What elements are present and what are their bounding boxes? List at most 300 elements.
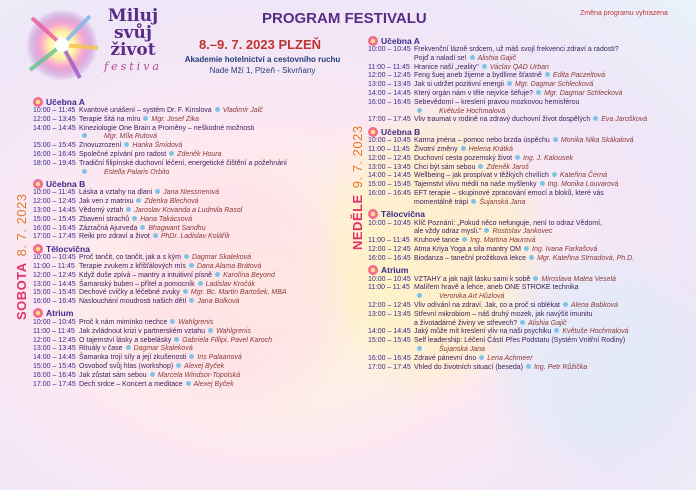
session-time: 16:00 – 16:45 [33, 224, 76, 232]
speaker-dot-icon [184, 254, 189, 259]
session-info [79, 281, 353, 290]
session-speaker: Wahlgrenis [178, 318, 214, 326]
session-time: 12:00 – 12:45 [368, 72, 411, 80]
schedule-row [33, 116, 353, 125]
session-time: 16:00 – 16:45 [368, 254, 411, 262]
session-speaker: Mgr. Dagmar Schlecková [514, 81, 594, 89]
session-time: 11:00 – 11:45 [368, 63, 410, 71]
session-time: 10:00 – 10:45 [33, 254, 76, 262]
session-time [368, 199, 414, 208]
session-info [414, 108, 690, 117]
speaker-dot-icon [563, 302, 568, 307]
flower-icon [33, 179, 43, 189]
session-title: Životní změny [414, 145, 458, 153]
session-time: 13:00 – 14:45 [33, 206, 76, 214]
session-info [79, 319, 353, 328]
speaker-dot-icon [515, 155, 520, 160]
speaker-dot-icon [520, 320, 525, 325]
session-time: 15:00 – 15:45 [33, 215, 76, 223]
day-date: 8. 7. 2023 [14, 193, 29, 257]
schedule-row [33, 207, 353, 216]
session-speaker: Zdenka Blechová [144, 198, 199, 206]
session-speaker: Edita Paczeltová [552, 72, 606, 80]
schedule-row [368, 328, 690, 337]
session-speaker: Mgr. Dagmar Schlecková [544, 89, 623, 97]
speaker-dot-icon [462, 237, 467, 242]
session-speaker: Rostislav Jankovec [492, 228, 553, 236]
speaker-dot-icon [82, 133, 87, 138]
schedule-row [33, 363, 353, 372]
session-info [414, 90, 690, 99]
schedule-row [33, 328, 353, 337]
session-info [79, 363, 353, 372]
schedule-row [368, 108, 690, 117]
speaker-dot-icon [153, 233, 158, 238]
session-title: Jak si udržet pozitivní energii [414, 81, 504, 89]
schedule-row [368, 72, 690, 81]
session-time: 14:00 – 14:45 [33, 354, 76, 362]
schedule-row [33, 142, 353, 151]
session-info [414, 220, 690, 229]
schedule-row [368, 64, 690, 73]
schedule-row [33, 319, 353, 328]
session-speaker: Veronika Art Hůzlová [439, 293, 505, 301]
session-title: Vhled do životních situací (beseda) [414, 363, 523, 371]
speaker-dot-icon [215, 107, 220, 112]
session-info [79, 372, 353, 381]
session-info [414, 199, 690, 208]
schedule-row [368, 190, 690, 199]
schedule-row [368, 55, 690, 64]
schedule-row [368, 146, 690, 155]
session-title: Jak ven z matrixu [79, 198, 134, 206]
room-name: Učebna A [46, 96, 85, 107]
speaker-dot-icon [189, 298, 194, 303]
flower-icon [368, 209, 378, 219]
session-speaker: Mgr. Kateřina Strnadová, Ph.D. [537, 254, 635, 262]
session-speaker: Estella Palaris Orbito [104, 168, 170, 176]
session-title: Dech srdce – Koncert a meditace [79, 380, 183, 388]
schedule-row [368, 284, 690, 293]
room-name: Učebna A [381, 35, 420, 46]
session-time [368, 320, 414, 329]
session-info [414, 137, 690, 146]
session-time: 11:00 – 11:45 [368, 284, 410, 292]
session-info [79, 207, 353, 216]
brand-line: život [110, 40, 156, 60]
schedule-row [33, 233, 353, 242]
session-time [33, 133, 79, 142]
session-speaker: Zdeněk Houra [177, 150, 222, 158]
session-speaker: Gabriela Fillipi, Pavel Karoch [182, 336, 273, 344]
speaker-dot-icon [471, 199, 476, 204]
session-time: 12:00 – 12:45 [368, 301, 411, 309]
page-title: PROGRAM FESTIVALU [262, 10, 427, 27]
session-speaker: Ing. Petr Růžička [533, 363, 588, 371]
schedule-row [33, 189, 353, 198]
schedule-row [33, 254, 353, 263]
speaker-dot-icon [150, 372, 155, 377]
flower-icon [368, 127, 378, 137]
session-speaker: Monika Nika Skákalová [560, 137, 634, 145]
session-time: 13:00 – 13:45 [33, 345, 76, 353]
schedule-row [368, 137, 690, 146]
festival-address: Nade Mží 1, Plzeň - Skvrňany [209, 66, 316, 75]
session-title: Malířem hravě a lehce, aneb ONE STROKE technika [414, 284, 579, 292]
session-time: 15:00 – 15:45 [368, 337, 411, 345]
session-speaker: Dagmar Skaleková [133, 345, 193, 353]
speaker-dot-icon [417, 346, 422, 351]
session-time: 11:00 – 11:45 [33, 262, 75, 270]
session-speaker: Dana Alama Brátová [196, 262, 262, 270]
speaker-dot-icon [208, 328, 213, 333]
speaker-dot-icon [189, 354, 194, 359]
session-speaker: Lena Achmeer [487, 354, 533, 362]
session-info [414, 293, 690, 302]
brand-line: Miluj [107, 6, 159, 26]
session-speaker: Helena Krátká [468, 145, 513, 153]
session-time: 11:00 – 11:45 [368, 237, 410, 245]
session-speaker: Šujanská Jana [479, 198, 526, 206]
schedule-row [368, 181, 690, 190]
schedule-row [368, 246, 690, 255]
session-time: 17:00 – 17:45 [368, 363, 411, 371]
speaker-dot-icon [143, 116, 148, 121]
speaker-dot-icon [536, 90, 541, 95]
speaker-dot-icon [198, 281, 203, 286]
session-time: 10:00 – 10:45 [33, 318, 76, 326]
session-info [414, 284, 690, 293]
session-title: Chci být sám sebou [414, 163, 476, 171]
room-heading [33, 308, 353, 319]
session-speaker: Alishia Gajič [528, 319, 567, 327]
flower-icon [368, 36, 378, 46]
speaker-dot-icon [183, 289, 188, 294]
session-speaker: Karolína Beyond [223, 271, 275, 279]
room-heading [368, 126, 690, 137]
session-title: Šamanský buben – přítel a pomocník [79, 280, 195, 288]
schedule-row [33, 289, 353, 298]
session-info [79, 337, 353, 346]
session-time: 13:00 – 14:45 [33, 280, 76, 288]
session-info [79, 272, 353, 281]
session-info [414, 155, 690, 164]
speaker-dot-icon [553, 137, 558, 142]
session-info [79, 125, 353, 134]
schedule-row [33, 216, 353, 225]
session-info [79, 254, 353, 263]
session-speaker: Ing. Monika Louvarová [547, 181, 619, 189]
festival-dates: 8.–9. 7. 2023 PLZEŇ [198, 37, 322, 52]
session-title: Terapie šitá na míru [79, 115, 141, 123]
session-speaker: Marcela Windsor-Topolská [157, 371, 241, 379]
session-title: Láska a vztahy na dlani [79, 189, 153, 197]
schedule-row [368, 337, 690, 346]
schedule-row [33, 345, 353, 354]
session-info [414, 320, 690, 329]
session-title: Tradiční filipínské duchovní léčení, energetické čištění a požehnání [79, 159, 287, 167]
session-speaker: Květuše Hochmalová [439, 107, 506, 115]
session-title: Wellbeing – jak prospívat v těžkých chvílích [414, 172, 549, 180]
speaker-dot-icon [417, 293, 422, 298]
session-info [79, 169, 353, 178]
session-time: 13:00 – 13:45 [368, 310, 411, 318]
session-title: Vliv traumat v rodině na zdravý duchovní život dospělých [414, 116, 591, 124]
schedule-row [368, 172, 690, 181]
schedule-row [33, 198, 353, 207]
session-time: 17:00 – 17:45 [33, 380, 76, 388]
day-name: NEDĚLE [350, 194, 365, 250]
session-speaker: Ladislav Kročák [205, 280, 255, 288]
session-speaker: Wahlgrenis [216, 327, 251, 335]
schedule-row [368, 46, 690, 55]
session-time: 16:00 – 16:45 [33, 150, 76, 158]
session-info [79, 151, 353, 160]
session-title: Rituály v čase [79, 345, 123, 353]
session-title: Jak zvládnout krizi v partnerském vztahu [79, 327, 206, 335]
session-title: Proč tančit, co tančit, jak a s kým [79, 254, 181, 262]
speaker-dot-icon [82, 169, 87, 174]
speaker-dot-icon [461, 146, 466, 151]
session-info [414, 328, 690, 337]
session-info [79, 328, 353, 337]
session-info [79, 381, 353, 390]
schedule-row [368, 237, 690, 246]
session-time: 18:00 – 19:45 [33, 159, 76, 167]
room-heading [368, 35, 690, 46]
room-name: Učebna B [46, 178, 86, 189]
session-time: 10:00 – 11:45 [33, 189, 76, 197]
speaker-dot-icon [545, 72, 550, 77]
room-heading [368, 265, 690, 276]
session-time: 14:00 – 14:45 [368, 172, 411, 180]
session-title: Tajemství vlivu médií na naše myšlenky [414, 181, 537, 189]
session-title: Proč k nám mimínko nechce [79, 318, 168, 326]
session-title: Kineziologie One Brain a Proměny – neškodné možnosti [79, 124, 255, 132]
speaker-dot-icon [593, 116, 598, 121]
session-info [79, 345, 353, 354]
session-title: O tajemství lásky a sebelásky [79, 336, 172, 344]
speaker-dot-icon [507, 81, 512, 86]
session-info [414, 337, 690, 346]
session-time: 16:00 – 16:45 [368, 98, 411, 106]
session-title: Jaký může mít kreslení vliv na naši psychiku [414, 328, 552, 336]
session-info [79, 263, 353, 272]
room-name: Učebna B [381, 126, 421, 137]
program-change-note: Změna programu vyhrazena [580, 10, 668, 17]
speaker-dot-icon [529, 255, 534, 260]
session-speaker: Dagmar Skaleková [191, 254, 252, 262]
session-title: Biodanza – taneční prožitková lekce [414, 254, 527, 262]
speaker-dot-icon [526, 364, 531, 369]
speaker-dot-icon [479, 355, 484, 360]
schedule-row [368, 228, 690, 237]
schedule-row [33, 263, 353, 272]
session-time [368, 228, 414, 237]
session-title: Reiki pro zdraví a život [79, 233, 150, 241]
session-title: Zdravé pánevní dno [414, 354, 477, 362]
flower-icon [33, 97, 43, 107]
session-time [33, 169, 79, 178]
session-time: 16:00 – 16:45 [368, 189, 411, 197]
schedule-row [368, 293, 690, 302]
session-time: 12:00 – 12:45 [33, 336, 76, 344]
session-speaker: Jana Bolková [197, 298, 240, 306]
session-time: 10:00 – 10:45 [368, 137, 411, 145]
schedule-row [368, 220, 690, 229]
schedule-row [368, 255, 690, 264]
session-time: 11:00 – 11:45 [33, 327, 75, 335]
session-time [368, 55, 414, 64]
schedule-row [368, 90, 690, 99]
schedule-row [33, 337, 353, 346]
session-time: 11:00 – 11:45 [368, 145, 410, 153]
speaker-dot-icon [552, 172, 557, 177]
speaker-dot-icon [169, 151, 174, 156]
session-info [414, 255, 690, 264]
session-speaker: Hana Takácsová [140, 215, 193, 223]
speaker-dot-icon [482, 64, 487, 69]
schedule-row [33, 354, 353, 363]
session-time: 14:00 – 14:45 [33, 124, 76, 132]
session-speaker: Jaroslav Kovanda a Ludmila Rasol [134, 206, 243, 214]
room-name: Atrium [46, 308, 74, 319]
day-name: SOBOTA [14, 262, 29, 320]
session-info [79, 298, 353, 307]
session-speaker: Alishia Gajič [477, 54, 517, 62]
session-time: 10:00 – 10:45 [368, 275, 411, 283]
session-title: Karma jména – pomoc nebo brzda úspěchu [414, 137, 550, 145]
speaker-dot-icon [140, 225, 145, 230]
speaker-dot-icon [484, 228, 489, 233]
session-info [414, 246, 690, 255]
room-heading [33, 178, 353, 189]
session-time: 13:00 – 13:45 [368, 81, 411, 89]
session-info [79, 289, 353, 298]
schedule-row [368, 81, 690, 90]
day-date: 9. 7. 2023 [350, 125, 365, 189]
session-time: 15:00 – 15:45 [33, 289, 76, 297]
session-title: Společné zpívání pro radost [79, 150, 167, 158]
session-speaker: Mgr. Bc. Martin Bartošek, MBA [190, 289, 287, 297]
schedule-row [368, 199, 690, 208]
session-info [414, 64, 690, 73]
session-title: Zázračná Ajurveda [79, 224, 138, 232]
session-info [79, 189, 353, 198]
session-info [79, 354, 353, 363]
session-info [414, 46, 690, 55]
speaker-dot-icon [132, 216, 137, 221]
session-info [414, 276, 690, 285]
speaker-dot-icon [174, 337, 179, 342]
session-time: 10:00 – 10:45 [368, 46, 411, 53]
session-title: Klíč Poznání: „Pokud něco nefunguje, není to odraz Vědomí, [414, 219, 602, 227]
session-time: 12:00 – 12:45 [368, 154, 411, 162]
session-speaker: Šujanská Jana [439, 345, 485, 353]
session-title: Šamanka trojí síly a její zkušenosti [79, 354, 187, 362]
saturday-schedule [33, 95, 353, 389]
session-info [414, 181, 690, 190]
session-speaker: Mgr. Míla Rutová [104, 133, 158, 141]
session-info [414, 81, 690, 90]
session-time: 10:00 – 10:45 [368, 219, 411, 227]
session-title: ale vždy odraz mysli." [414, 228, 482, 236]
schedule-row [368, 155, 690, 164]
session-time: 16:00 – 16:45 [368, 354, 411, 362]
session-title: Atma Kriya Yoga a síla mantry OM [414, 245, 521, 253]
schedule-row [33, 381, 353, 390]
session-info [414, 237, 690, 246]
session-speaker: Mgr. Josef Zika [151, 115, 200, 123]
room-heading [33, 96, 353, 107]
session-speaker: Ing. J. Kalousek [523, 154, 573, 162]
session-speaker: Ing. Ivana Farkašová [532, 245, 598, 253]
session-info [79, 198, 353, 207]
speaker-dot-icon [524, 246, 529, 251]
speaker-dot-icon [126, 207, 131, 212]
session-title: Pojď a naladí se! [414, 54, 467, 62]
session-info [414, 302, 690, 311]
speaker-dot-icon [186, 381, 191, 386]
session-title: Naslouchání moudrosti našich dětí [79, 298, 187, 306]
session-info [79, 133, 353, 142]
schedule-row [33, 133, 353, 142]
schedule-row [33, 107, 353, 116]
schedule-row [368, 276, 690, 285]
flower-icon [33, 308, 43, 318]
session-info [414, 355, 690, 364]
session-info [414, 346, 690, 355]
speaker-dot-icon [170, 319, 175, 324]
session-info [79, 107, 353, 116]
schedule-row [33, 225, 353, 234]
session-info [414, 99, 690, 108]
session-time: 10:00 – 11:45 [33, 107, 76, 114]
session-time: 14:00 – 14:45 [368, 328, 411, 336]
session-title: a životadárné živiny ve střevech? [414, 319, 518, 327]
session-speaker: Alexej Byček [193, 380, 234, 388]
brand-festival: festiva [104, 60, 162, 73]
day-label-saturday [14, 194, 29, 320]
schedule-row [33, 160, 353, 169]
session-title: Kruhové tance [414, 237, 460, 245]
brand-line: svůj [114, 23, 152, 43]
session-speaker: Kateřina Černá [559, 172, 607, 180]
speaker-dot-icon [533, 276, 538, 281]
speaker-dot-icon [540, 181, 545, 186]
session-title: Zbavení strachů [79, 215, 130, 223]
session-time: 12:00 – 13:45 [33, 115, 76, 123]
session-title: Sebevědomí – kreslení pravou mozkovou hemisférou [414, 98, 580, 106]
schedule-row [33, 151, 353, 160]
session-info [414, 228, 690, 237]
speaker-dot-icon [554, 328, 559, 333]
session-title: Hranice naší „reality" [414, 63, 479, 71]
speaker-dot-icon [417, 108, 422, 113]
session-info [414, 190, 690, 199]
schedule-row [368, 99, 690, 108]
schedule-row [368, 320, 690, 329]
session-info [414, 146, 690, 155]
session-title: momentálně trápí [414, 198, 469, 206]
session-speaker: Iris Palaanová [197, 354, 242, 362]
session-speaker: Alexej Byček [184, 362, 225, 370]
schedule-row [368, 364, 690, 373]
session-time: 12:00 – 12:45 [33, 198, 76, 206]
session-info [79, 116, 353, 125]
session-title: Osvoboď svůj hlas (workshop) [79, 362, 174, 370]
session-speaker: Hanka Šmídová [132, 142, 183, 150]
